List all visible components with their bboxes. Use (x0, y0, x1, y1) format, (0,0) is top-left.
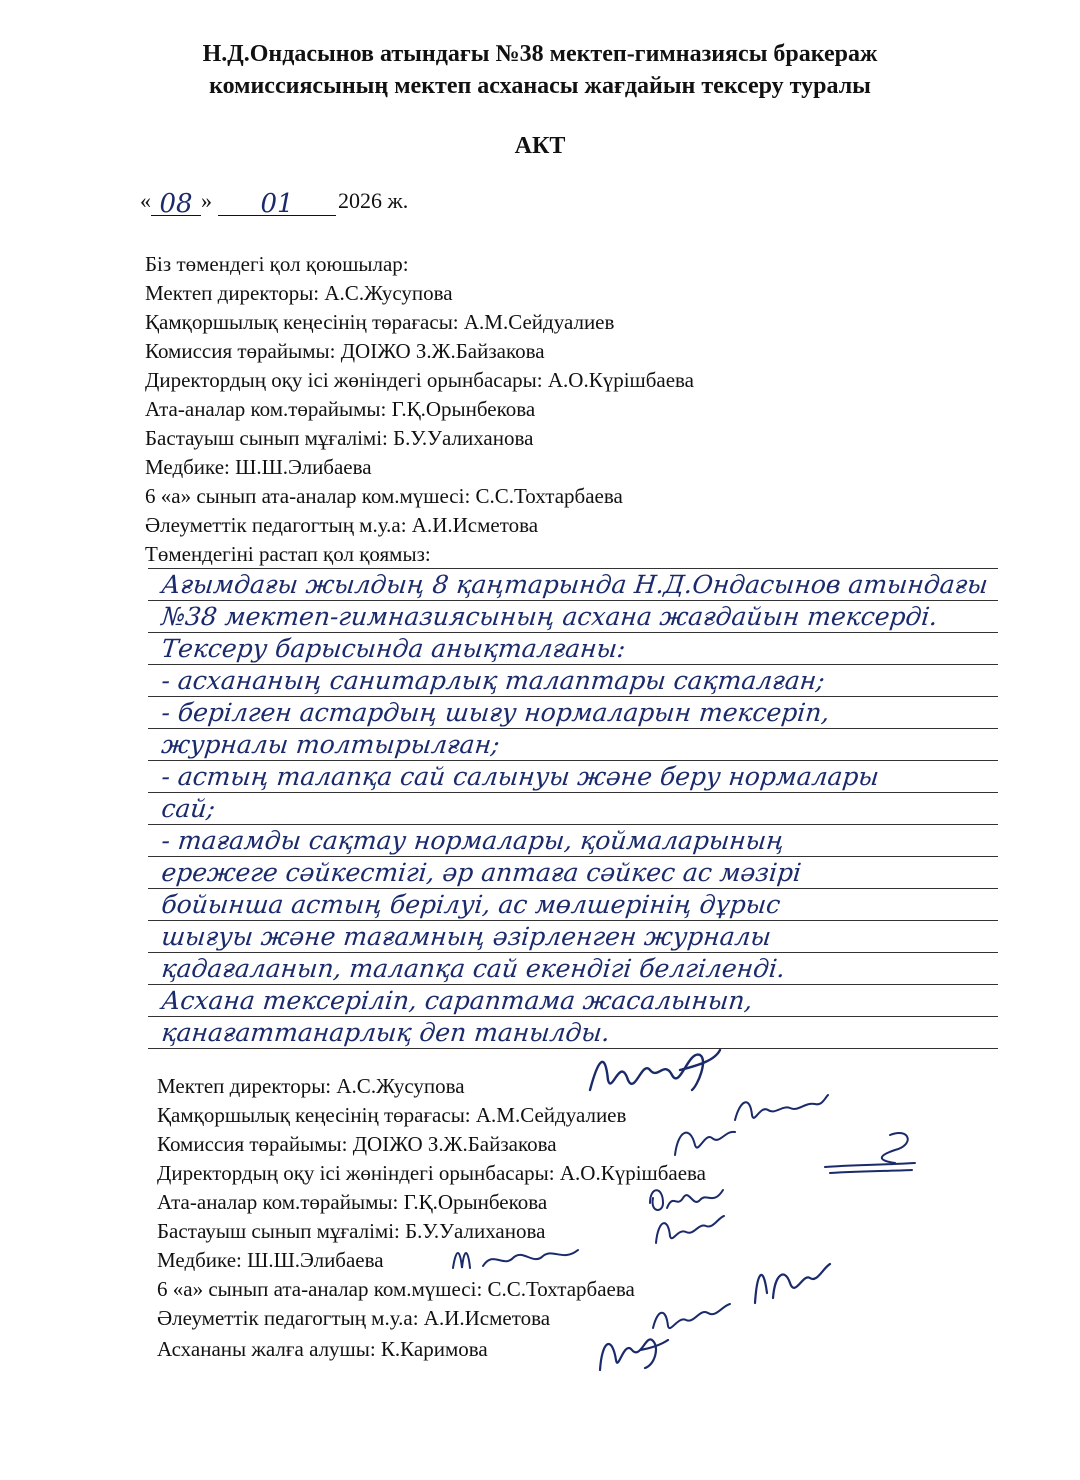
ruled-line (148, 632, 998, 633)
ruled-line (148, 952, 998, 953)
handwritten-line: журналы толтырылған; (160, 730, 502, 759)
member-line: Ата-аналар ком.төрайымы: Г.Қ.Орынбекова (145, 397, 536, 421)
ruled-line (148, 600, 998, 601)
handwritten-line: ережеге сәйкестігі, әр аптаға сәйкес ас мәзірі (160, 858, 803, 887)
member-line: Қамқоршылық кеңесінің төрағасы: А.М.Сейдуалиев (145, 310, 615, 334)
member-line: Әлеуметтік педагогтың м.у.а: А.И.Исметова (145, 513, 539, 537)
ruled-line (148, 792, 998, 793)
signer-line: 6 «а» сынып ата-аналар ком.мүшесі: С.С.Тохтарбаева (157, 1277, 635, 1301)
handwritten-line: қанағаттанарлық деп танылды. (160, 1018, 612, 1047)
ruled-line (148, 664, 998, 665)
signature-commission-mark (670, 1120, 740, 1160)
date-day: 08 (159, 189, 193, 219)
handwritten-line: Ағымдағы жылдың 8 қаңтарында Н.Д.Ондасынов атындағы (160, 570, 990, 599)
member-line: Мектеп директоры: А.С.Жусупова (145, 281, 453, 305)
signature-tenant-mark (590, 1320, 670, 1380)
handwritten-line: - тағамды сақтау нормалары, қоймаларының (160, 826, 786, 855)
date-month-blank (218, 189, 336, 219)
ruled-line (148, 824, 998, 825)
ruled-line (148, 856, 998, 857)
handwritten-line: - берілген астардың шығу нормаларын тексеріп, (160, 698, 832, 727)
ruled-line (148, 984, 998, 985)
handwritten-line: сай; (160, 794, 217, 823)
document-title-line-1: Н.Д.Ондасынов атындағы №38 мектеп-гимназиясы бракераж (202, 41, 878, 67)
ruled-line (148, 1016, 998, 1017)
signer-line: Әлеуметтік педагогтың м.у.а: А.И.Исметова (157, 1306, 551, 1330)
ruled-line (148, 568, 998, 569)
date-row (140, 186, 409, 219)
signature-director-mark (580, 1040, 730, 1100)
date-day-blank (151, 189, 201, 219)
ruled-line (148, 728, 998, 729)
handwritten-line: қадағаланып, талапқа сай екендігі белгіленді. (160, 954, 787, 983)
signature-teacher-mark (648, 1208, 728, 1248)
confirm-label: Төмендегіні растап қол қоямыз: (145, 542, 431, 566)
handwritten-line: - асхананың санитарлық талаптары сақталған; (160, 666, 827, 695)
member-line: Директордың оқу ісі жөніндегі орынбасары: А.О.Күрішбаева (145, 368, 695, 392)
signature-council-mark (730, 1090, 830, 1130)
ruled-line (148, 760, 998, 761)
date-close-quote: » (201, 188, 212, 213)
ruled-line (148, 1048, 998, 1049)
signer-line: Директордың оқу ісі жөніндегі орынбасары: А.О.Күрішбаева (157, 1161, 707, 1185)
signer-line: Комиссия төрайымы: ДОІЖО З.Ж.Байзакова (157, 1132, 557, 1156)
handwritten-line: - астың талапқа сай салынуы және беру нормалары (160, 762, 881, 791)
intro-heading: Біз төмендегі қол қоюшылар: (145, 252, 409, 276)
handwritten-line: Асхана тексеріліп, сараптама жасалынып, (160, 986, 755, 1015)
date-year: 2026 ж. (338, 188, 409, 213)
ruled-line (148, 920, 998, 921)
signature-social-pedagogue-mark (648, 1298, 733, 1338)
date-open-quote: « (140, 188, 151, 213)
signature-parents-member-mark (745, 1258, 835, 1308)
member-line: 6 «а» сынып ата-аналар ком.мүшесі: С.С.Тохтарбаева (145, 484, 623, 508)
document-title-line-2: комиссиясының мектеп асханасы жағдайын тексеру туралы (209, 73, 871, 99)
signer-line: Мектеп директоры: А.С.Жусупова (157, 1074, 465, 1098)
handwritten-line: бойынша астың берілуі, ас мөлшерінің дұрыс (160, 890, 782, 919)
signer-line: Асхананы жалға алушы: К.Каримова (157, 1337, 488, 1361)
member-line: Медбике: Ш.Ш.Элибаева (145, 455, 372, 479)
ruled-line (148, 696, 998, 697)
ruled-line (148, 888, 998, 889)
signer-line: Бастауыш сынып мұғалімі: Б.У.Уалиханова (157, 1219, 546, 1243)
signer-line: Қамқоршылық кеңесінің төрағасы: А.М.Сейдуалиев (157, 1103, 627, 1127)
signature-deputy-mark (820, 1125, 920, 1180)
signer-line: Ата-аналар ком.төрайымы: Г.Қ.Орынбекова (157, 1190, 548, 1214)
handwritten-line: шығуы және тағамның әзірленген журналы (160, 922, 773, 951)
signer-line: Медбике: Ш.Ш.Элибаева (157, 1248, 384, 1272)
date-month: 01 (260, 189, 294, 219)
handwritten-line: №38 мектеп-гимназиясының асхана жағдайын тексерді. (160, 602, 939, 631)
member-line: Бастауыш сынып мұғалімі: Б.У.Уалиханова (145, 426, 534, 450)
document-type-heading: АКТ (514, 133, 566, 159)
member-line: Комиссия төрайымы: ДОІЖО З.Ж.Байзакова (145, 339, 545, 363)
handwritten-line: Тексеру барысында анықталғаны: (160, 634, 628, 663)
